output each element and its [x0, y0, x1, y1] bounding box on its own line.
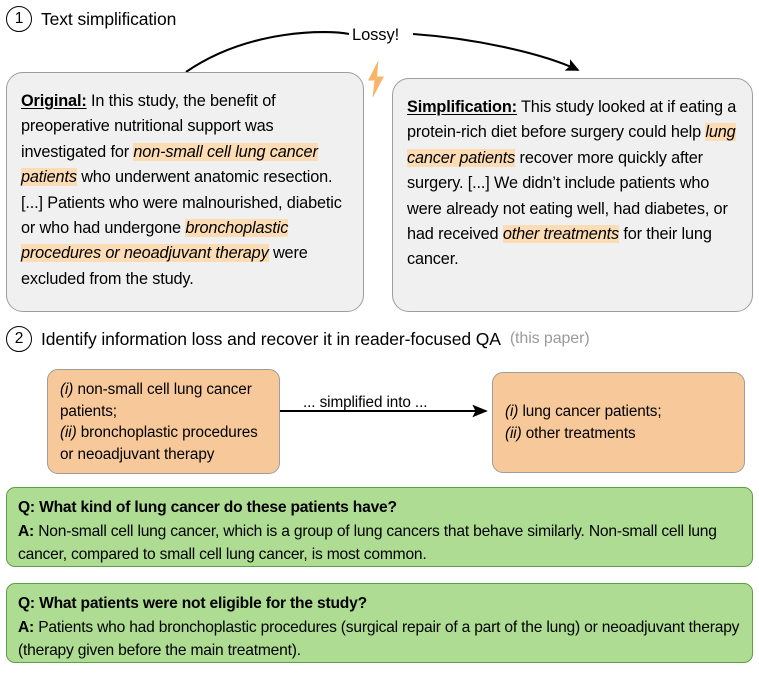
qa-2-answer-text: Patients who had bronchoplastic procedures (surgical repair of a part of the lung) or neoadjuvant therapy (therapy given before the main treatment).: [18, 618, 740, 660]
loss-item-1-marker: (ii): [60, 424, 77, 441]
qa-2-q-prefix: Q:: [18, 595, 35, 612]
qa-1-answer-line: [18, 520, 741, 567]
simplification-text-panel: [392, 78, 753, 312]
original-seg-2: who underwent anatomic resection. [...] Patients who were malnourished, diabetic or who had undergone: [21, 168, 342, 238]
simplification-seg-2: recover more quickly after surgery. [...] We didn’t include patients who were already not eating well, had diabetes, or had received: [407, 148, 728, 244]
loss-item-1-text: bronchoplastic procedures or neoadjuvant therapy: [60, 424, 258, 463]
lightning-bolt-icon: [365, 59, 387, 99]
lossy-label: Lossy!: [349, 26, 402, 45]
simplified-item-1: [505, 423, 732, 445]
step-2-title: Identify information loss and recover it in reader-focused QA: [41, 328, 501, 349]
original-highlight-3: bronchoplastic procedures or neoadjuvant therapy: [21, 219, 289, 263]
qa-1-question-text: What kind of lung cancer do these patients have?: [34, 499, 397, 516]
simplified-item-0-marker: (i): [505, 403, 519, 420]
qa-1-q-prefix: Q:: [18, 499, 35, 516]
qa-pair-1: [6, 487, 753, 567]
original-seg-0: In this study, the benefit of preoperative nutritional support was investigated for: [21, 92, 276, 161]
simplified-item-1-text: other treatments: [521, 424, 636, 442]
original-highlight-1: non-small cell lung cancer patients: [21, 142, 318, 187]
step-1-header: [6, 6, 176, 32]
qa-2-question-text: What patients were not eligible for the study?: [34, 595, 367, 612]
step-2-note: (this paper): [509, 330, 590, 347]
information-loss-box: [47, 369, 280, 474]
original-text-panel: [6, 72, 364, 312]
qa-2-a-prefix: A:: [18, 618, 35, 636]
original-label: Original:: [21, 92, 87, 110]
simplified-items-box: [492, 372, 745, 473]
simplification-seg-4: for their lung cancer.: [407, 225, 712, 269]
step-1-title: Text simplification: [41, 8, 177, 29]
qa-pair-2: [6, 583, 753, 663]
simplified-item-0-text: lung cancer patients;: [518, 403, 662, 420]
simplification-label: Simplification:: [407, 98, 517, 116]
simplification-highlight-1: lung cancer patients: [407, 123, 736, 167]
step-2-header: [6, 326, 590, 352]
step-1-number-badge: 1: [6, 6, 32, 32]
simplified-item-0: [505, 401, 732, 423]
qa-1-answer-text: Non-small cell lung cancer, which is a group of lung cancers that behave similarly. Non-small cell lung cancer, compared to small cell lung cancer, is most common.: [18, 522, 717, 564]
simplified-into-label: ... simplified into ...: [303, 394, 428, 411]
qa-2-question-line: [18, 592, 741, 616]
original-seg-4: were excluded from the study.: [21, 244, 308, 288]
loss-item-0-marker: (i): [60, 381, 74, 398]
loss-item-0-text: non-small cell lung cancer patients;: [60, 381, 252, 420]
simplified-item-1-marker: (ii): [505, 424, 522, 442]
qa-2-answer-line: [18, 616, 741, 663]
qa-1-a-prefix: A:: [18, 522, 35, 540]
qa-1-question-line: [18, 496, 741, 520]
step-2-number-badge: 2: [6, 326, 32, 352]
simplification-highlight-3: other treatments: [502, 225, 619, 244]
simplification-seg-0: This study looked at if eating a protein-rich diet before surgery could help: [407, 98, 737, 142]
